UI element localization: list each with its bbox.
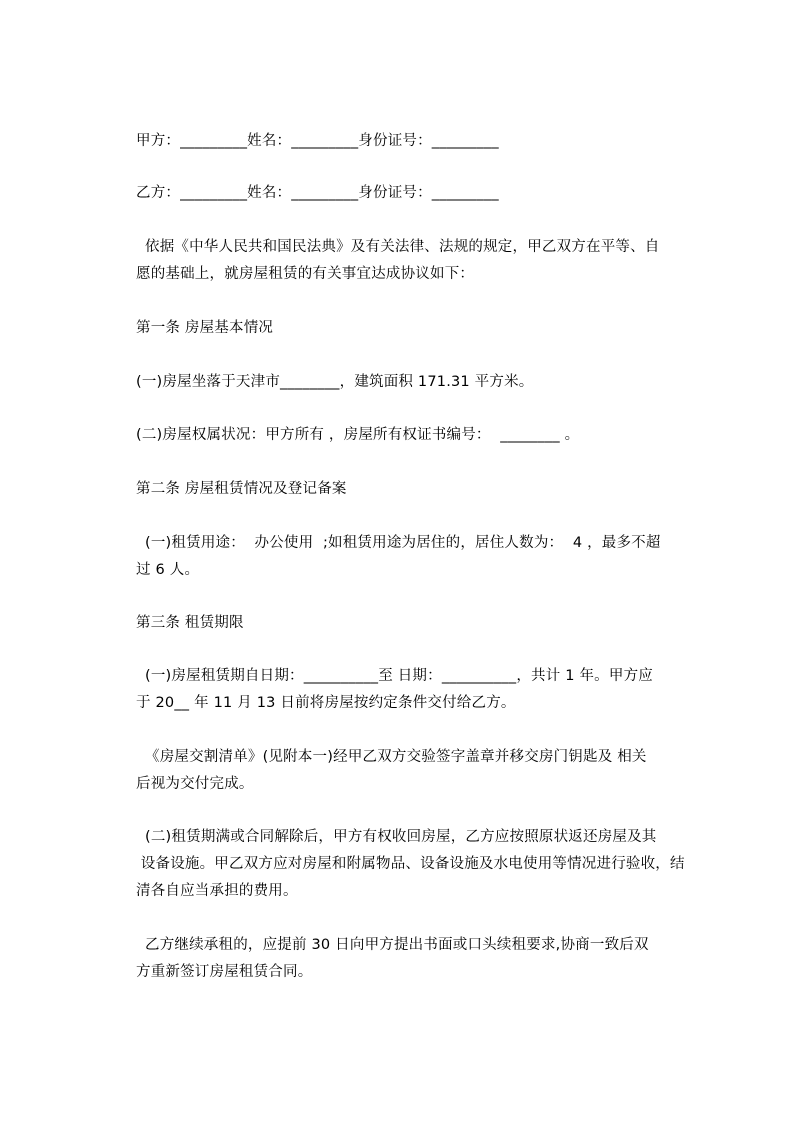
article-3-item-1-line-2: 于 20__ 年 11 月 13 日前将房屋按约定条件交付给乙方。 bbox=[136, 695, 516, 711]
article-2-heading: 第二条 房屋租赁情况及登记备案 bbox=[136, 481, 347, 497]
article-3-item-1-line-1: (一)房屋租赁期自日期：__________至 日期：__________，共计 1 年。甲方应 bbox=[145, 668, 653, 684]
article-3-item-2-line-1: (二)租赁期满或合同解除后，甲方有权收回房屋，乙方应按照原状返还房屋及其 bbox=[145, 829, 657, 845]
renewal-line-2: 方重新签订房屋租赁合同。 bbox=[136, 964, 313, 980]
article-3-heading: 第三条 租赁期限 bbox=[136, 615, 244, 631]
party-b-line: 乙方：_________姓名：_________身份证号：_________ bbox=[136, 185, 499, 201]
article-2-item-1-line-1: (一)租赁用途： 办公使用 ;如租赁用途为居住的，居住人数为： 4 ，最多不超 bbox=[145, 535, 661, 551]
article-2-item-1-line-2: 过 6 人。 bbox=[136, 562, 200, 578]
article-3-item-2-line-2: 设备设施。甲乙双方应对房屋和附属物品、设备设施及水电使用等情况进行验收，结 bbox=[136, 856, 685, 872]
article-1-heading: 第一条 房屋基本情况 bbox=[136, 320, 274, 336]
article-3-item-2-line-3: 清各自应当承担的费用。 bbox=[136, 883, 298, 899]
handover-line-1: 《房屋交割清单》(见附本一)经甲乙双方交验签字盖章并移交房门钥匙及 相关 bbox=[145, 749, 647, 765]
intro-line-2: 愿的基础上，就房屋租赁的有关事宜达成协议如下： bbox=[136, 266, 475, 282]
renewal-line-1: 乙方继续承租的，应提前 30 日向甲方提出书面或口头续租要求,协商一致后双 bbox=[145, 937, 649, 953]
article-1-item-2: (二)房屋权属状况：甲方所有 ，房屋所有权证书编号： ________ 。 bbox=[136, 427, 580, 443]
party-a-line: 甲方：_________姓名：_________身份证号：_________ bbox=[136, 133, 499, 149]
handover-line-2: 后视为交付完成。 bbox=[136, 776, 254, 792]
intro-line-1: 依据《中华人民共和国民法典》及有关法律、法规的规定，甲乙双方在平等、自 bbox=[145, 239, 660, 255]
article-1-item-1: (一)房屋坐落于天津市________，建筑面积 171.31 平方米。 bbox=[136, 374, 534, 390]
